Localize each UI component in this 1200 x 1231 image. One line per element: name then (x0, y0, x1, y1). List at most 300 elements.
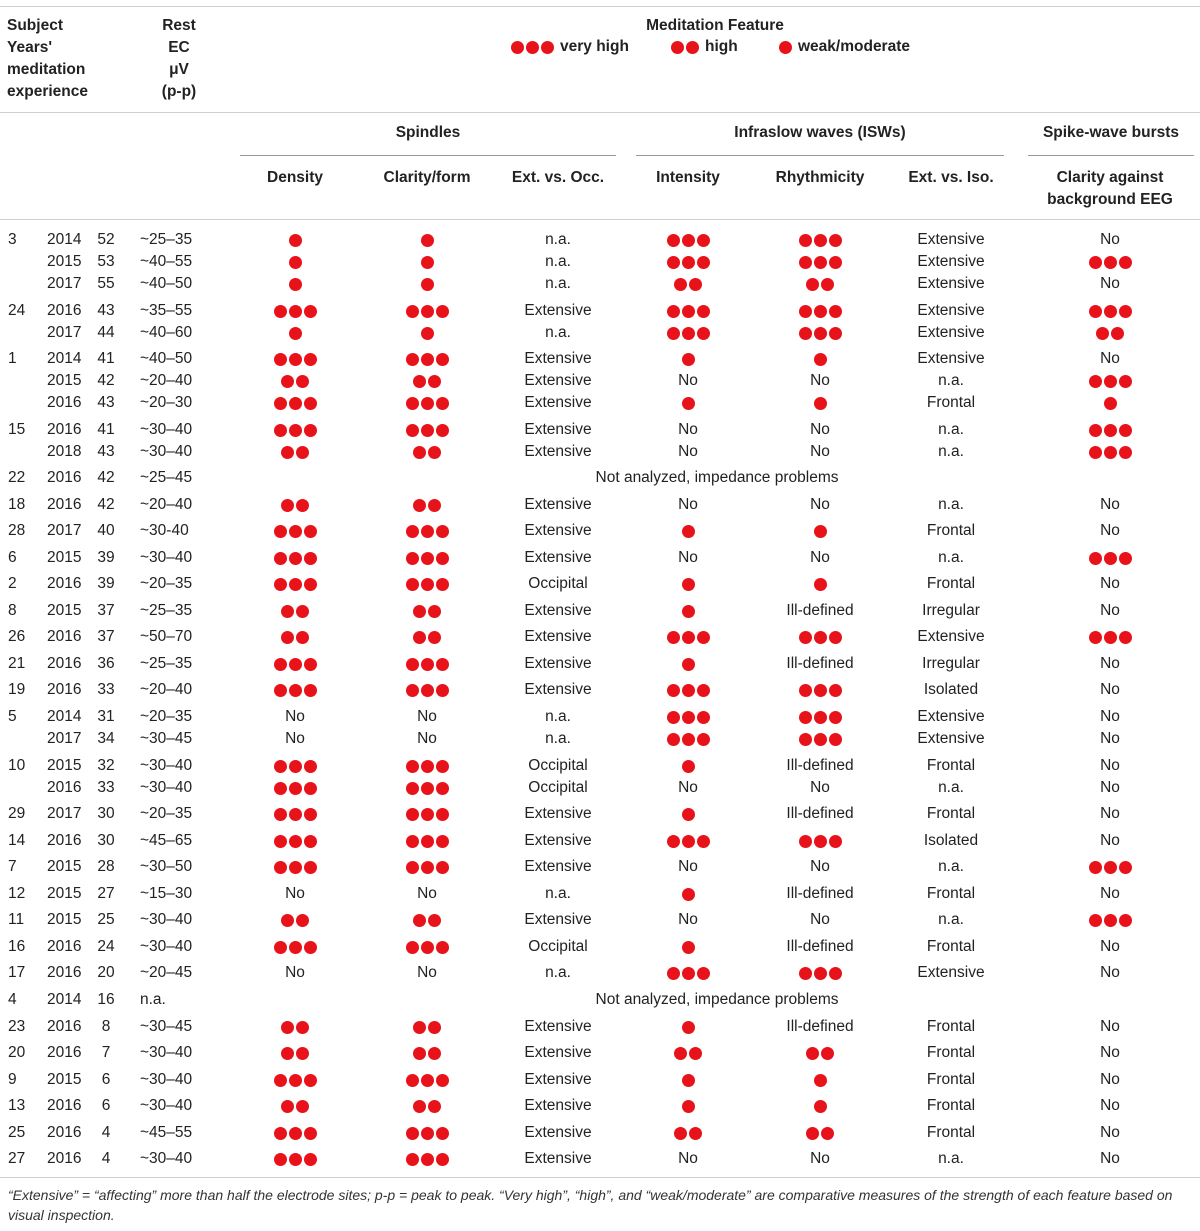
density-cell (245, 419, 345, 441)
ext-occ-cell: n.a. (545, 708, 571, 725)
experience-cell: 39 (97, 549, 115, 566)
swb-cell (1030, 392, 1190, 414)
ext-occ-cell: n.a. (545, 324, 571, 341)
clarity-cell (367, 370, 487, 392)
rest-cell: ~20–35 (140, 805, 193, 822)
rating-dots-icon (406, 684, 449, 697)
clarity-cell (367, 273, 487, 295)
density-cell (245, 494, 345, 516)
top-rule (0, 6, 1200, 7)
ext-occ-cell: Extensive (524, 602, 592, 619)
ext-iso-cell: Extensive (917, 253, 985, 270)
col-rhythmicity: Rhythmicity (775, 169, 865, 186)
table-row (0, 989, 1200, 1011)
subject-cell: 27 (8, 1150, 26, 1167)
experience-cell: 36 (97, 655, 115, 672)
clarity-cell (367, 755, 487, 777)
intensity-cell (638, 883, 738, 905)
experience-cell: 34 (97, 730, 115, 747)
table-row (0, 300, 1200, 322)
rating-dots-icon (274, 808, 317, 821)
clarity-cell (367, 936, 487, 958)
rating-dots-icon (289, 278, 302, 291)
experience-cell: 41 (97, 350, 115, 367)
rest-cell: ~40–50 (140, 350, 193, 367)
rating-dots-icon (682, 1074, 695, 1087)
rating-dots-icon (667, 967, 710, 980)
ext-occ-cell: Extensive (524, 628, 592, 645)
subject-cell (8, 728, 48, 750)
year-cell: 2016 (47, 1150, 82, 1167)
swb-cell: No (1100, 938, 1120, 955)
col-ext-iso: Ext. vs. Iso. (908, 169, 994, 186)
clarity-cell (367, 1069, 487, 1091)
experience-cell: 42 (97, 469, 115, 486)
intensity-cell (638, 322, 738, 344)
ext-iso-cell: Extensive (917, 730, 985, 747)
year-cell: 2014 (47, 231, 82, 248)
ext-iso-cell: Irregular (922, 602, 980, 619)
table-row (0, 909, 1200, 931)
rhythmicity-cell (760, 520, 880, 542)
ext-iso-cell: n.a. (938, 779, 964, 796)
intensity-cell: No (678, 858, 698, 875)
rating-dots-icon (667, 835, 710, 848)
rating-dots-icon (406, 397, 449, 410)
experience-cell: 31 (97, 708, 115, 725)
rating-dots-icon (1089, 424, 1132, 437)
table-row (0, 573, 1200, 595)
rating-dots-icon (406, 658, 449, 671)
rating-dots-icon (674, 1127, 702, 1140)
rhythmicity-cell: Ill-defined (786, 602, 854, 619)
legend-very-high (511, 38, 629, 56)
experience-cell: 44 (97, 324, 115, 341)
year-cell: 2017 (47, 324, 82, 341)
rating-dots-icon (406, 861, 449, 874)
swb-rule (1028, 155, 1194, 156)
ext-occ-cell: n.a. (545, 253, 571, 270)
ext-occ-cell: Extensive (524, 858, 592, 875)
swb-cell (1030, 441, 1190, 463)
rest-cell: ~30-40 (140, 522, 189, 539)
swb-cell: No (1100, 779, 1120, 796)
group-swb: Spike-wave bursts (1042, 124, 1180, 141)
clarity-cell (367, 494, 487, 516)
swb-cell (1030, 370, 1190, 392)
rhythmicity-cell: No (810, 858, 830, 875)
ext-occ-cell: Extensive (524, 655, 592, 672)
rhythmicity-cell (760, 1069, 880, 1091)
rest-cell: ~45–55 (140, 1124, 193, 1141)
group-spindles: Spindles (395, 124, 461, 141)
table-row (0, 1042, 1200, 1064)
density-cell (245, 322, 345, 344)
rating-dots-icon (682, 1100, 695, 1113)
swb-cell: No (1100, 602, 1120, 619)
table-row (0, 830, 1200, 852)
intensity-cell: No (678, 421, 698, 438)
intensity-cell (638, 300, 738, 322)
rating-dots-icon (682, 1021, 695, 1034)
intensity-cell (638, 1095, 738, 1117)
intensity-cell (638, 830, 738, 852)
ext-occ-cell: Extensive (524, 805, 592, 822)
rating-dots-icon (1089, 446, 1132, 459)
density-cell (245, 1122, 345, 1144)
rest-cell: ~30–50 (140, 858, 193, 875)
rating-dots-icon (667, 234, 710, 247)
year-cell: 2016 (47, 628, 82, 645)
intensity-cell (638, 653, 738, 675)
rating-dots-icon (289, 327, 302, 340)
rhythmicity-cell: No (810, 496, 830, 513)
ext-iso-cell: n.a. (938, 858, 964, 875)
rhythmicity-cell (760, 830, 880, 852)
clarity-cell (367, 653, 487, 675)
rest-cell: ~15–30 (140, 885, 193, 902)
intensity-cell (638, 962, 738, 984)
legend-high (671, 38, 738, 56)
clarity-cell (367, 322, 487, 344)
ext-iso-cell: Frontal (926, 938, 976, 955)
rating-dots-icon (274, 305, 317, 318)
body-rule (0, 219, 1200, 220)
rating-dots-icon (406, 552, 449, 565)
rating-dots-icon (667, 631, 710, 644)
subject-cell (8, 322, 48, 344)
ext-iso-cell: n.a. (938, 496, 964, 513)
ext-iso-cell: Frontal (926, 805, 976, 822)
ext-occ-cell: Extensive (524, 911, 592, 928)
rhythmicity-cell (760, 626, 880, 648)
subject-cell: 9 (8, 1071, 17, 1088)
rating-dots-icon (799, 305, 842, 318)
rating-dots-icon (281, 1021, 309, 1034)
rhythmicity-cell (760, 322, 880, 344)
col-intensity: Intensity (656, 169, 720, 186)
table-row (0, 392, 1200, 414)
ext-iso-cell: Frontal (926, 522, 976, 539)
rating-dots-icon (799, 631, 842, 644)
rating-dots-icon (1104, 397, 1117, 410)
year-cell: 2014 (47, 708, 82, 725)
ext-iso-cell: Extensive (917, 708, 985, 725)
table-row (0, 679, 1200, 701)
rating-dots-icon (682, 605, 695, 618)
ext-occ-cell: Extensive (524, 549, 592, 566)
rest-cell: ~30–40 (140, 1150, 193, 1167)
year-cell: 2016 (47, 1044, 82, 1061)
year-cell: 2015 (47, 911, 82, 928)
rating-dots-icon (1089, 861, 1132, 874)
ext-occ-cell: Extensive (524, 1044, 592, 1061)
rating-dots-icon (413, 1021, 441, 1034)
experience-cell: 37 (97, 602, 115, 619)
rating-dots-icon (799, 327, 842, 340)
rhythmicity-cell: Ill-defined (786, 938, 854, 955)
subject-cell: 25 (8, 1124, 26, 1141)
clarity-cell (367, 251, 487, 273)
rating-dots-icon (274, 424, 317, 437)
col-density: Density (267, 169, 323, 186)
rating-dots-icon (413, 499, 441, 512)
rating-dots-icon (281, 499, 309, 512)
subject-cell (8, 441, 48, 463)
rhythmicity-cell (760, 392, 880, 414)
ext-occ-cell: Extensive (524, 350, 592, 367)
rhythmicity-cell (760, 1042, 880, 1064)
rating-dots-icon (682, 760, 695, 773)
clarity-cell (367, 1122, 487, 1144)
experience-cell: 7 (101, 1044, 111, 1061)
ext-occ-cell: Extensive (524, 302, 592, 319)
swb-cell: No (1100, 231, 1120, 248)
rhythmicity-cell (760, 273, 880, 295)
ext-occ-cell: n.a. (545, 231, 571, 248)
swb-cell: No (1100, 1097, 1120, 1114)
clarity-cell (367, 626, 487, 648)
rating-dots-icon (406, 808, 449, 821)
rating-dots-icon (682, 525, 695, 538)
subject-cell: 21 (8, 655, 26, 672)
experience-cell: 33 (97, 779, 115, 796)
rating-dots-icon (406, 1153, 449, 1166)
ext-occ-cell: Extensive (524, 443, 592, 460)
table-row (0, 251, 1200, 273)
density-cell (245, 229, 345, 251)
ext-occ-cell: Extensive (524, 832, 592, 849)
rating-dots-icon (799, 256, 842, 269)
subject-cell (8, 273, 48, 295)
rating-dots-icon (406, 424, 449, 437)
rating-dots-icon (1089, 305, 1132, 318)
rest-cell: ~20–35 (140, 708, 193, 725)
rating-dots-icon (421, 327, 434, 340)
ext-occ-cell: Extensive (524, 1018, 592, 1035)
year-cell: 2018 (47, 443, 82, 460)
ext-occ-cell: Extensive (524, 394, 592, 411)
rating-dots-icon (274, 525, 317, 538)
rating-dots-icon (406, 835, 449, 848)
subject-cell: 19 (8, 681, 26, 698)
clarity-cell (367, 856, 487, 878)
rest-cell: ~40–50 (140, 275, 193, 292)
rest-cell: ~20–45 (140, 964, 193, 981)
rhythmicity-cell (760, 962, 880, 984)
table-row (0, 883, 1200, 905)
rating-dots-icon (421, 278, 434, 291)
table-row (0, 803, 1200, 825)
experience-cell: 32 (97, 757, 115, 774)
swb-cell (1030, 419, 1190, 441)
subject-cell: 3 (8, 231, 17, 248)
rest-cell: ~30–40 (140, 1097, 193, 1114)
intensity-cell (638, 392, 738, 414)
rest-cell: ~30–40 (140, 911, 193, 928)
table-row (0, 626, 1200, 648)
rest-cell: n.a. (140, 991, 166, 1008)
intensity-cell (638, 251, 738, 273)
rating-dots-icon (814, 578, 827, 591)
legend-label: very high (560, 38, 629, 55)
rhythmicity-cell (760, 573, 880, 595)
rating-dots-icon (1089, 256, 1132, 269)
rhythmicity-cell: Ill-defined (786, 885, 854, 902)
rating-dots-icon (406, 1127, 449, 1140)
rest-cell: ~30–45 (140, 1018, 193, 1035)
year-cell: 2016 (47, 302, 82, 319)
rating-dots-icon (667, 305, 710, 318)
intensity-cell (638, 1122, 738, 1144)
subject-cell: 23 (8, 1018, 26, 1035)
intensity-cell: No (678, 549, 698, 566)
table-row (0, 322, 1200, 344)
table-row (0, 1069, 1200, 1091)
intensity-cell (638, 1069, 738, 1091)
rest-cell: ~20–35 (140, 575, 193, 592)
year-cell: 2014 (47, 991, 82, 1008)
ext-iso-cell: Frontal (926, 1044, 976, 1061)
table-row (0, 370, 1200, 392)
experience-cell: 30 (97, 805, 115, 822)
year-cell: 2017 (47, 522, 82, 539)
swb-cell: No (1100, 885, 1120, 902)
rating-dots-icon (274, 861, 317, 874)
span-note-cell: Not analyzed, impedance problems (595, 991, 839, 1008)
year-cell: 2016 (47, 832, 82, 849)
legend-dots-icon (671, 41, 699, 54)
table-row (0, 653, 1200, 675)
rating-dots-icon (274, 397, 317, 410)
swb-cell (1030, 626, 1190, 648)
rest-cell: ~25–35 (140, 602, 193, 619)
experience-cell: 6 (101, 1071, 111, 1088)
density-cell: No (285, 885, 305, 902)
year-cell: 2016 (47, 681, 82, 698)
subject-cell: 26 (8, 628, 26, 645)
rhythmicity-cell: No (810, 372, 830, 389)
subject-header: Subject Years' meditation experience (7, 17, 88, 100)
density-cell: No (285, 708, 305, 725)
rhythmicity-cell: No (810, 911, 830, 928)
rating-dots-icon (682, 941, 695, 954)
year-cell: 2016 (47, 496, 82, 513)
rhythmicity-cell: No (810, 1150, 830, 1167)
rhythmicity-cell: Ill-defined (786, 655, 854, 672)
rating-dots-icon (806, 278, 834, 291)
table-row (0, 936, 1200, 958)
year-cell: 2014 (47, 350, 82, 367)
density-cell (245, 1069, 345, 1091)
subject-cell: 16 (8, 938, 26, 955)
ext-occ-cell: n.a. (545, 730, 571, 747)
experience-cell: 24 (97, 938, 115, 955)
year-cell: 2015 (47, 757, 82, 774)
rating-dots-icon (289, 234, 302, 247)
rating-dots-icon (274, 353, 317, 366)
subject-cell: 2 (8, 575, 17, 592)
rating-dots-icon (274, 1074, 317, 1087)
year-cell: 2015 (47, 858, 82, 875)
experience-cell: 43 (97, 302, 115, 319)
table-row (0, 856, 1200, 878)
rating-dots-icon (667, 256, 710, 269)
rating-dots-icon (413, 1100, 441, 1113)
ext-iso-cell: Extensive (917, 964, 985, 981)
rest-cell: ~40–55 (140, 253, 193, 270)
table-row (0, 419, 1200, 441)
rating-dots-icon (421, 234, 434, 247)
density-cell (245, 803, 345, 825)
density-cell (245, 251, 345, 273)
rhythmicity-cell (760, 679, 880, 701)
clarity-cell (367, 419, 487, 441)
swb-cell (1030, 547, 1190, 569)
intensity-cell (638, 679, 738, 701)
subject-cell: 12 (8, 885, 26, 902)
subject-cell: 13 (8, 1097, 26, 1114)
subject-cell: 17 (8, 964, 26, 981)
density-cell (245, 653, 345, 675)
ext-iso-cell: Isolated (923, 681, 979, 698)
intensity-cell (638, 803, 738, 825)
rhythmicity-cell (760, 728, 880, 750)
rating-dots-icon (274, 782, 317, 795)
intensity-cell (638, 626, 738, 648)
density-cell (245, 300, 345, 322)
clarity-cell (367, 229, 487, 251)
clarity-cell (367, 573, 487, 595)
ext-occ-cell: Extensive (524, 496, 592, 513)
rhythmicity-cell: Ill-defined (786, 757, 854, 774)
ext-occ-cell: Extensive (524, 522, 592, 539)
experience-cell: 4 (101, 1124, 111, 1141)
ext-occ-cell: Occipital (528, 938, 588, 955)
experience-cell: 28 (97, 858, 115, 875)
subject-cell (8, 370, 48, 392)
rating-dots-icon (274, 684, 317, 697)
density-cell: No (285, 964, 305, 981)
year-cell: 2015 (47, 549, 82, 566)
rhythmicity-cell: Ill-defined (786, 805, 854, 822)
subject-cell: 7 (8, 858, 17, 875)
experience-cell: 33 (97, 681, 115, 698)
rest-cell: ~20–40 (140, 681, 193, 698)
density-cell (245, 856, 345, 878)
rating-dots-icon (413, 605, 441, 618)
table-row (0, 1095, 1200, 1117)
density-cell (245, 573, 345, 595)
rating-dots-icon (814, 1100, 827, 1113)
subject-cell: 4 (8, 991, 17, 1008)
table-row (0, 777, 1200, 799)
swb-cell (1030, 909, 1190, 931)
density-cell (245, 679, 345, 701)
ext-occ-cell: Extensive (524, 1124, 592, 1141)
rating-dots-icon (674, 278, 702, 291)
intensity-cell: No (678, 1150, 698, 1167)
rest-cell: ~30–40 (140, 938, 193, 955)
subject-cell: 10 (8, 757, 26, 774)
intensity-cell (638, 273, 738, 295)
rating-dots-icon (799, 967, 842, 980)
clarity-cell (367, 348, 487, 370)
rating-dots-icon (274, 1127, 317, 1140)
clarity-cell: No (417, 730, 437, 747)
rest-cell: ~40–60 (140, 324, 193, 341)
rating-dots-icon (682, 888, 695, 901)
